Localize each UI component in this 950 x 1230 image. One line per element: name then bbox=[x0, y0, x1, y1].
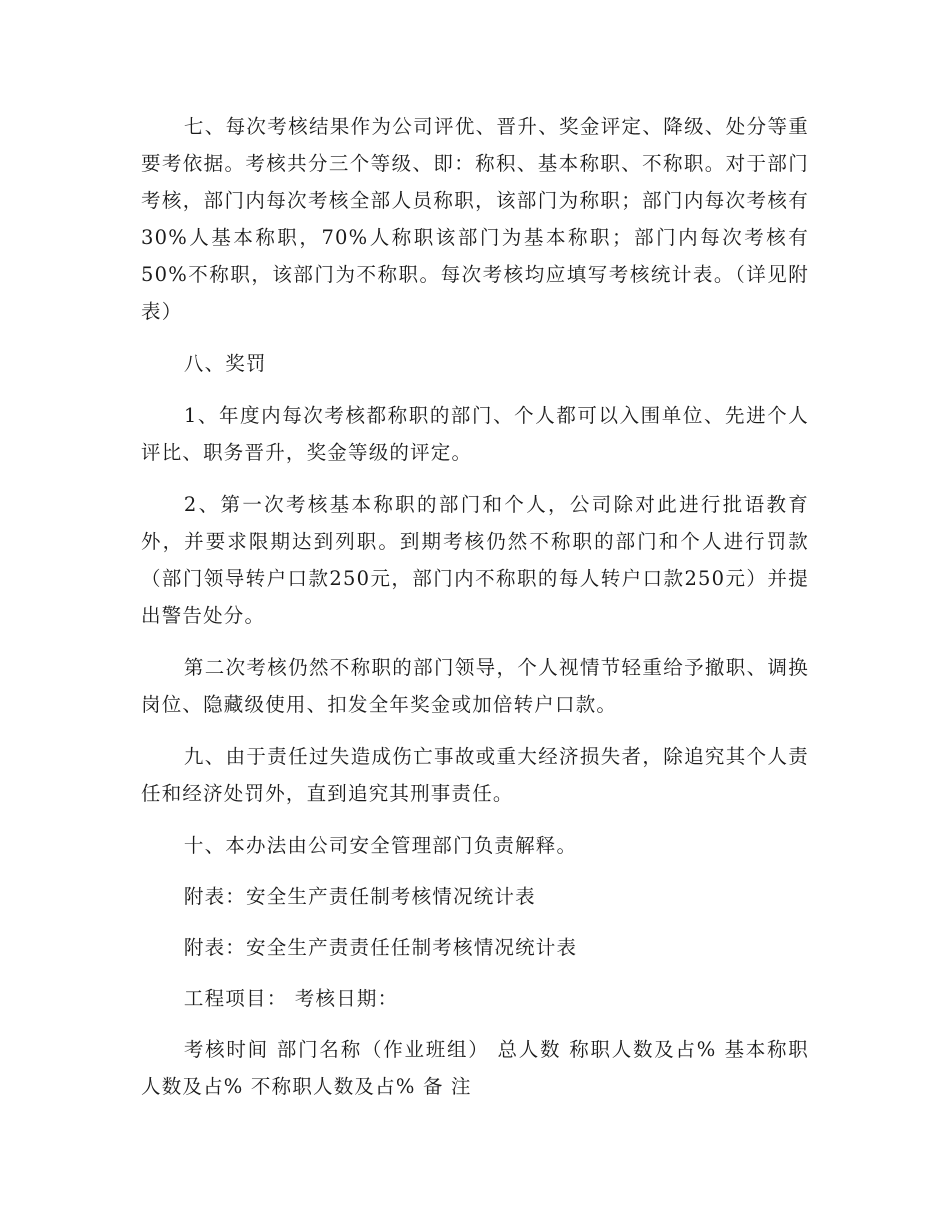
paragraph-evaluation-results: 七、每次考核结果作为公司评优、晋升、奖金评定、降级、处分等重要考依据。考核共分三个等级、即：称积、基本称职、不称职。对于部门考核，部门内每次考核全部人员称职，该部门为称职；部门内每次考核有30%人基本称职，70%人称职该部门为基本称职；部门内每次考核有50%不称职，该部门为不称职。每次考核均应填写考核统计表。（详见附表） bbox=[141, 115, 809, 323]
document-body bbox=[141, 108, 809, 1120]
paragraph-project-date: 工程项目： 考核日期： bbox=[183, 987, 399, 1010]
paragraph-reward-rule-1: 1、年度内每次考核都称职的部门、个人都可以入围单位、先进个人评比、职务晋升，奖金等级的评定。 bbox=[141, 404, 809, 464]
paragraph-appendix-2: 附表：安全生产责责任任制考核情况统计表 bbox=[183, 936, 578, 959]
paragraph-penalty-rule-2: 2、第一次考核基本称职的部门和个人，公司除对此进行批语教育外，并要求限期达到列职。到期考核仍然不称职的部门和个人进行罚款（部门领导转户口款250元，部门内不称职的每人转户口款250元）并提出警告处分。 bbox=[141, 493, 809, 627]
paragraph-table-headers: 考核时间 部门名称（作业班组） 总人数 称职人数及占% 基本称职人数及占% 不称职人数及占% 备 注 bbox=[141, 1038, 809, 1098]
paragraph-appendix-1: 附表：安全生产责任制考核情况统计表 bbox=[183, 885, 536, 908]
paragraph-second-evaluation: 第二次考核仍然不称职的部门领导，个人视情节轻重给予撤职、调换岗位、隐藏级使用、扣发全年奖金或加倍转户口款。 bbox=[141, 656, 809, 716]
paragraph-liability: 九、由于责任过失造成伤亡事故或重大经济损失者，除追究其个人责任和经济处罚外，直到追究其刑事责任。 bbox=[141, 745, 809, 805]
paragraph-section-rewards-penalties: 八、奖罚 bbox=[183, 352, 267, 375]
paragraph-interpretation: 十、本办法由公司安全管理部门负责解释。 bbox=[183, 834, 578, 857]
